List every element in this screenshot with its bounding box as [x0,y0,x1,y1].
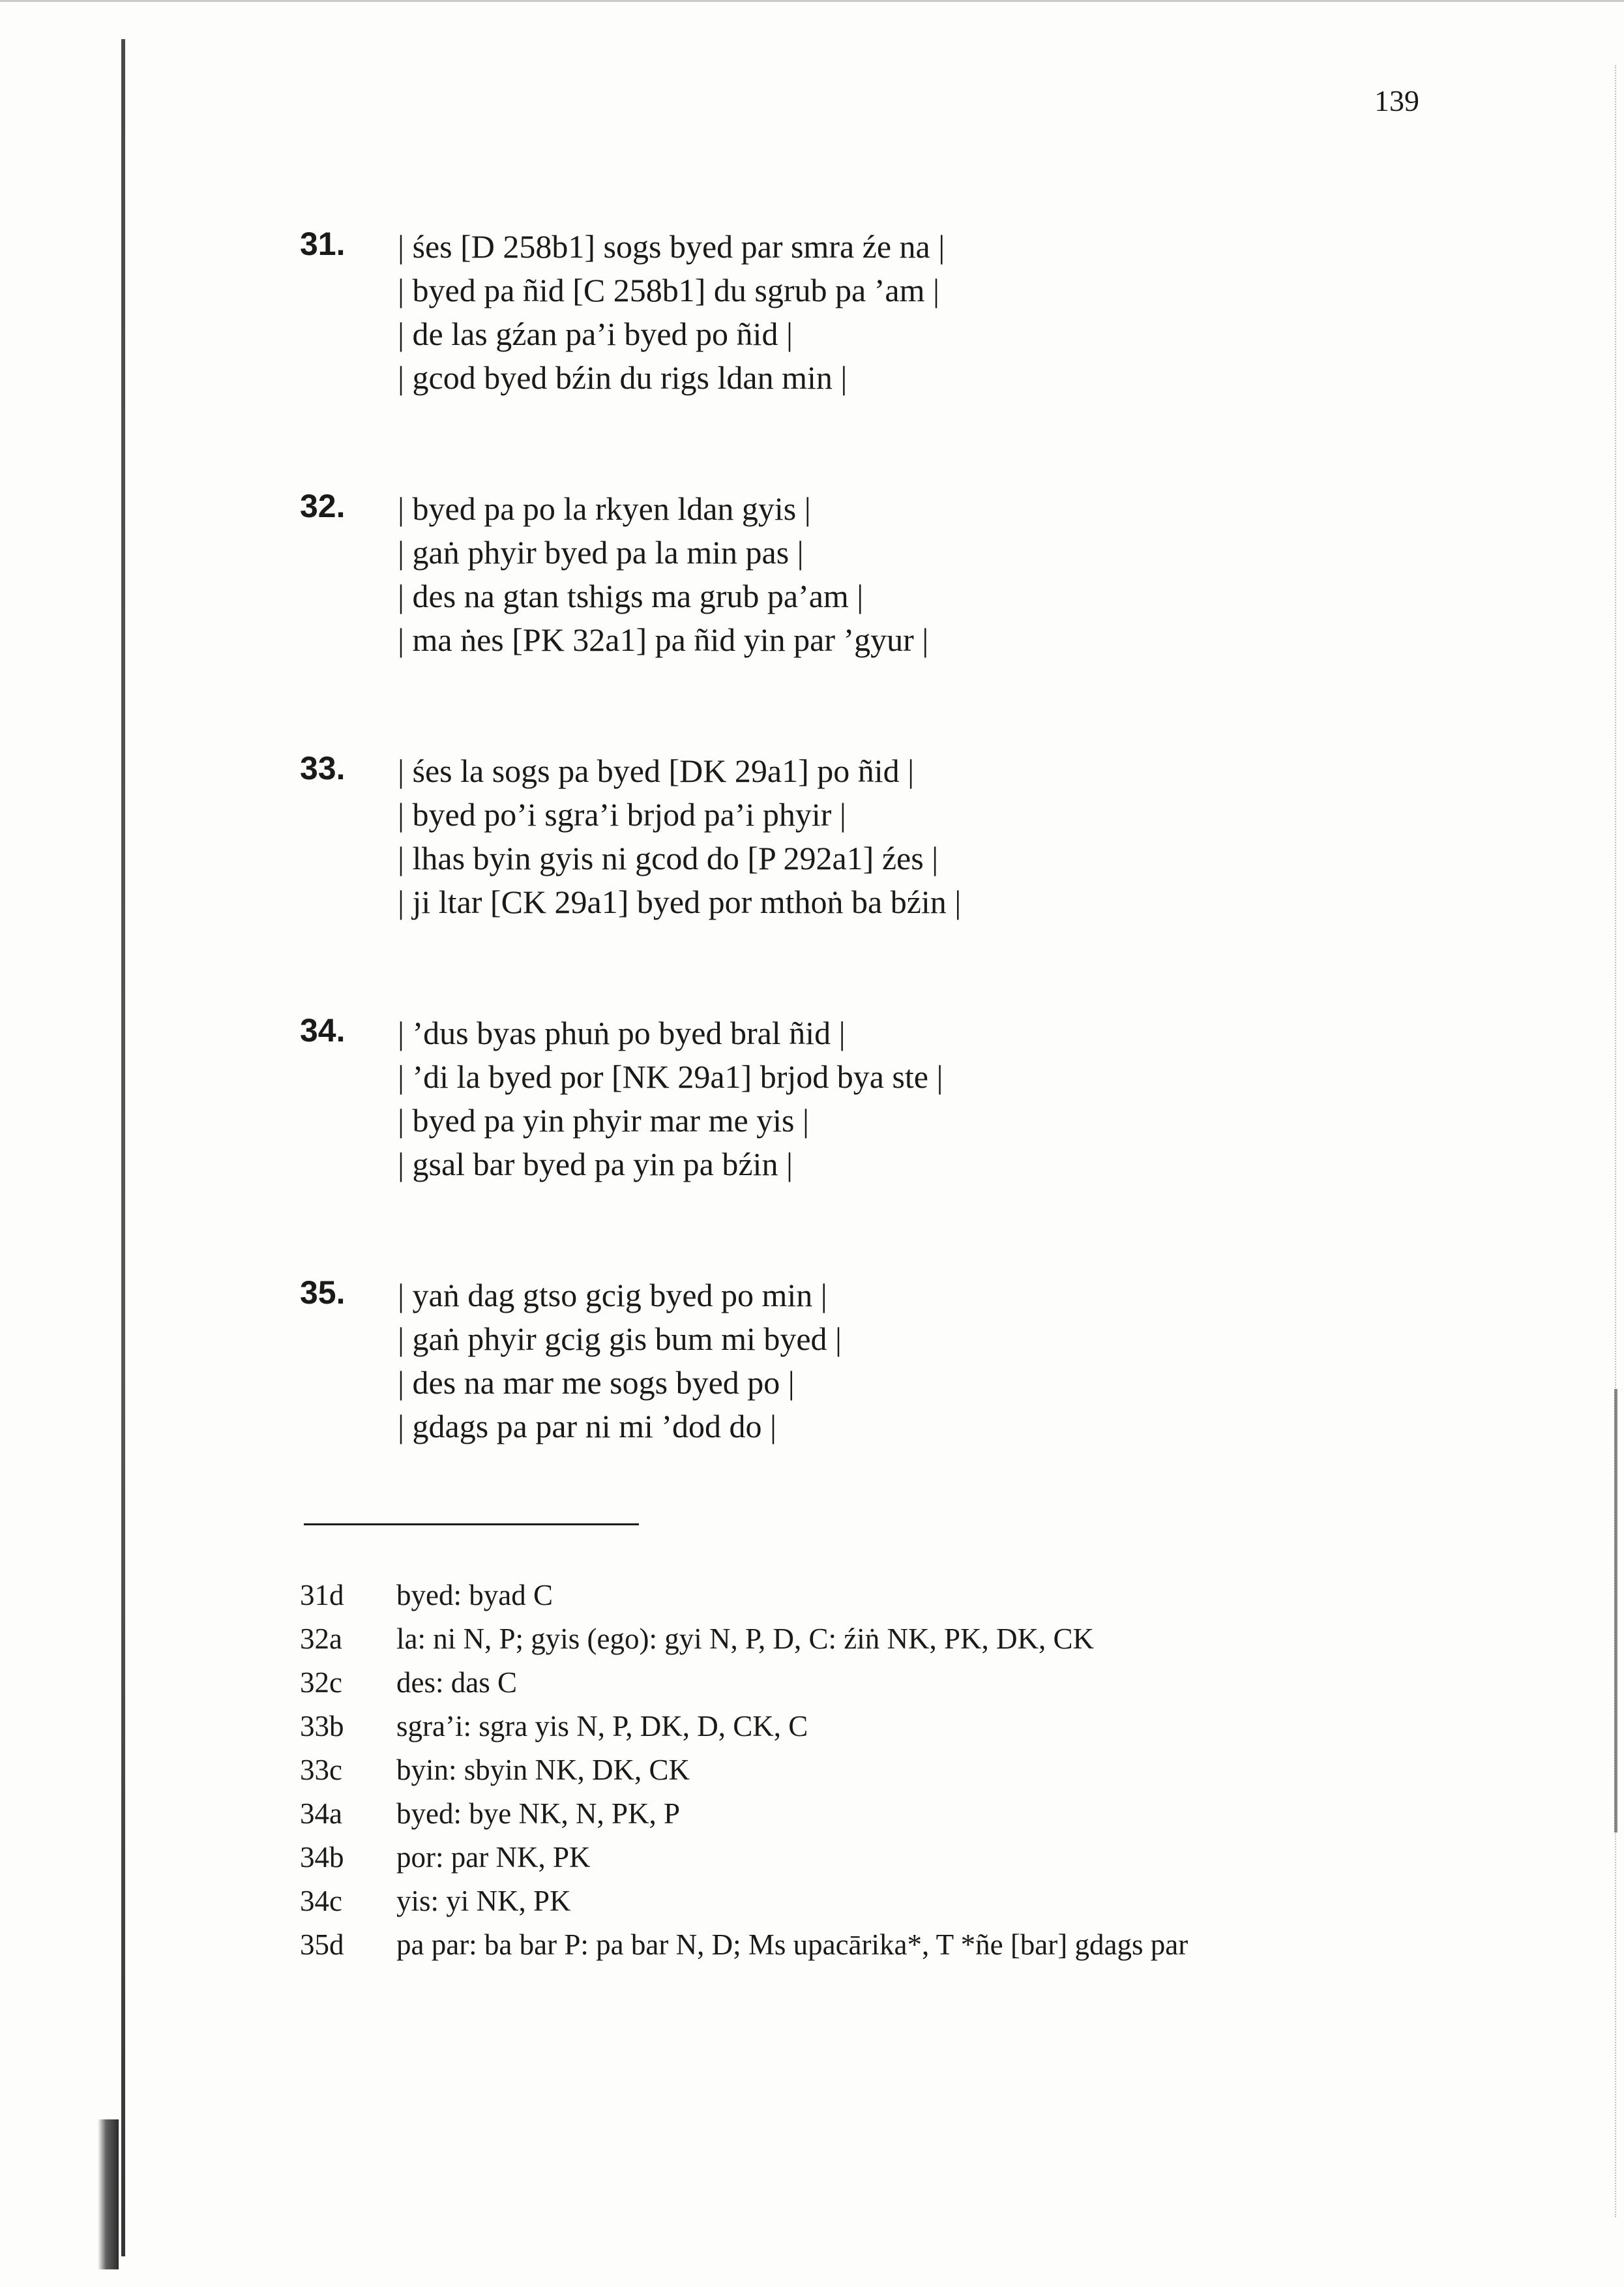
footnote-text: sgra’i: sgra yis N, P, DK, D, CK, C [396,1710,808,1742]
verse-line-d: | gdags pa par ni mi ’dod do | [398,1408,777,1444]
verse-line-a: | śes [D 258b1] sogs byed par smra źe na | [398,228,945,265]
verse-lines [398,749,1310,924]
footnote-ref: 34b [300,1841,344,1874]
footnote-ref: 32a [300,1622,342,1655]
verse-line-b: | ’di la byed por [NK 29a1] brjod bya ste | [398,1058,943,1095]
verse-number: 34. [300,1012,346,1049]
footnote-ref: 33c [300,1754,342,1786]
footnote-text: des: das C [396,1666,517,1699]
verse-line-a: | byed pa po la rkyen ldan gyis | [398,490,811,527]
footnote-separator [304,1523,639,1525]
footnote-text: yis: yi NK, PK [396,1885,571,1917]
verse-lines [398,1011,1310,1186]
verse-line-a: | śes la sogs pa byed [DK 29a1] po ñid | [398,753,915,789]
verse-line-c: | des na gtan tshigs ma grub pa’am | [398,578,864,614]
verse-lines [398,487,1310,662]
page-number: 139 [1374,84,1419,117]
verse-line-b: | byed pa ñid [C 258b1] du sgrub pa ’am | [398,272,939,308]
footnote-ref: 32c [300,1666,342,1699]
verse-line-b: | byed po’i sgra’i brjod pa’i phyir | [398,796,846,833]
scan-right-edge-mark [1614,1389,1617,1832]
verse-lines [398,1274,1310,1448]
verse-line-a: | yaṅ dag gtso gcig byed po min | [398,1277,827,1313]
verse-line-d: | gsal bar byed pa yin pa bźin | [398,1146,793,1182]
verse-line-c: | lhas byin gyis ni gcod do [P 292a1] źes | [398,840,939,876]
verse-line-b: | gaṅ phyir gcig gis bum mi byed | [398,1321,842,1357]
footnote-text: byed: byad C [396,1579,553,1611]
verse-lines [398,225,1310,400]
footnote-text: pa par: ba bar P: pa bar N, D; Ms upacārika*, T *ñe [bar] gdags par [396,1928,1188,1961]
scan-top-edge [0,0,1624,2]
verse-line-d: | ji ltar [CK 29a1] byed por mthoṅ ba bźin | [398,884,962,920]
footnote-ref: 34a [300,1797,342,1830]
footnote-ref: 34c [300,1885,342,1917]
footnote-ref: 35d [300,1928,344,1961]
verse-line-b: | gaṅ phyir byed pa la min pas | [398,534,804,571]
verse-number: 32. [300,488,346,524]
footnote-ref: 33b [300,1710,344,1742]
verse-line-d: | ma ṅes [PK 32a1] pa ñid yin par ’gyur | [398,621,929,658]
scan-right-edge [1615,65,1619,2217]
verse-line-c: | de las gźan pa’i byed po ñid | [398,316,793,352]
verse-number: 35. [300,1274,346,1311]
footnote-text: la: ni N, P; gyis (ego): gyi N, P, D, C: źiṅ NK, PK, DK, CK [396,1622,1095,1655]
footnote-text: byed: bye NK, N, PK, P [396,1797,680,1830]
verse-number: 31. [300,226,346,262]
scan-binding-shadow-base [98,2119,119,2269]
verse-line-a: | ’dus byas phuṅ po byed bral ñid | [398,1015,846,1051]
footnote-ref: 31d [300,1579,344,1611]
verse-line-c: | byed pa yin phyir mar me yis | [398,1102,810,1139]
footnote-text: por: par NK, PK [396,1841,591,1874]
verse-number: 33. [300,750,346,786]
scan-binding-shadow [121,39,125,2256]
verse-line-c: | des na mar me sogs byed po | [398,1364,795,1401]
verse-line-d: | gcod byed bźin du rigs ldan min | [398,359,848,396]
footnote-text: byin: sbyin NK, DK, CK [396,1754,690,1786]
